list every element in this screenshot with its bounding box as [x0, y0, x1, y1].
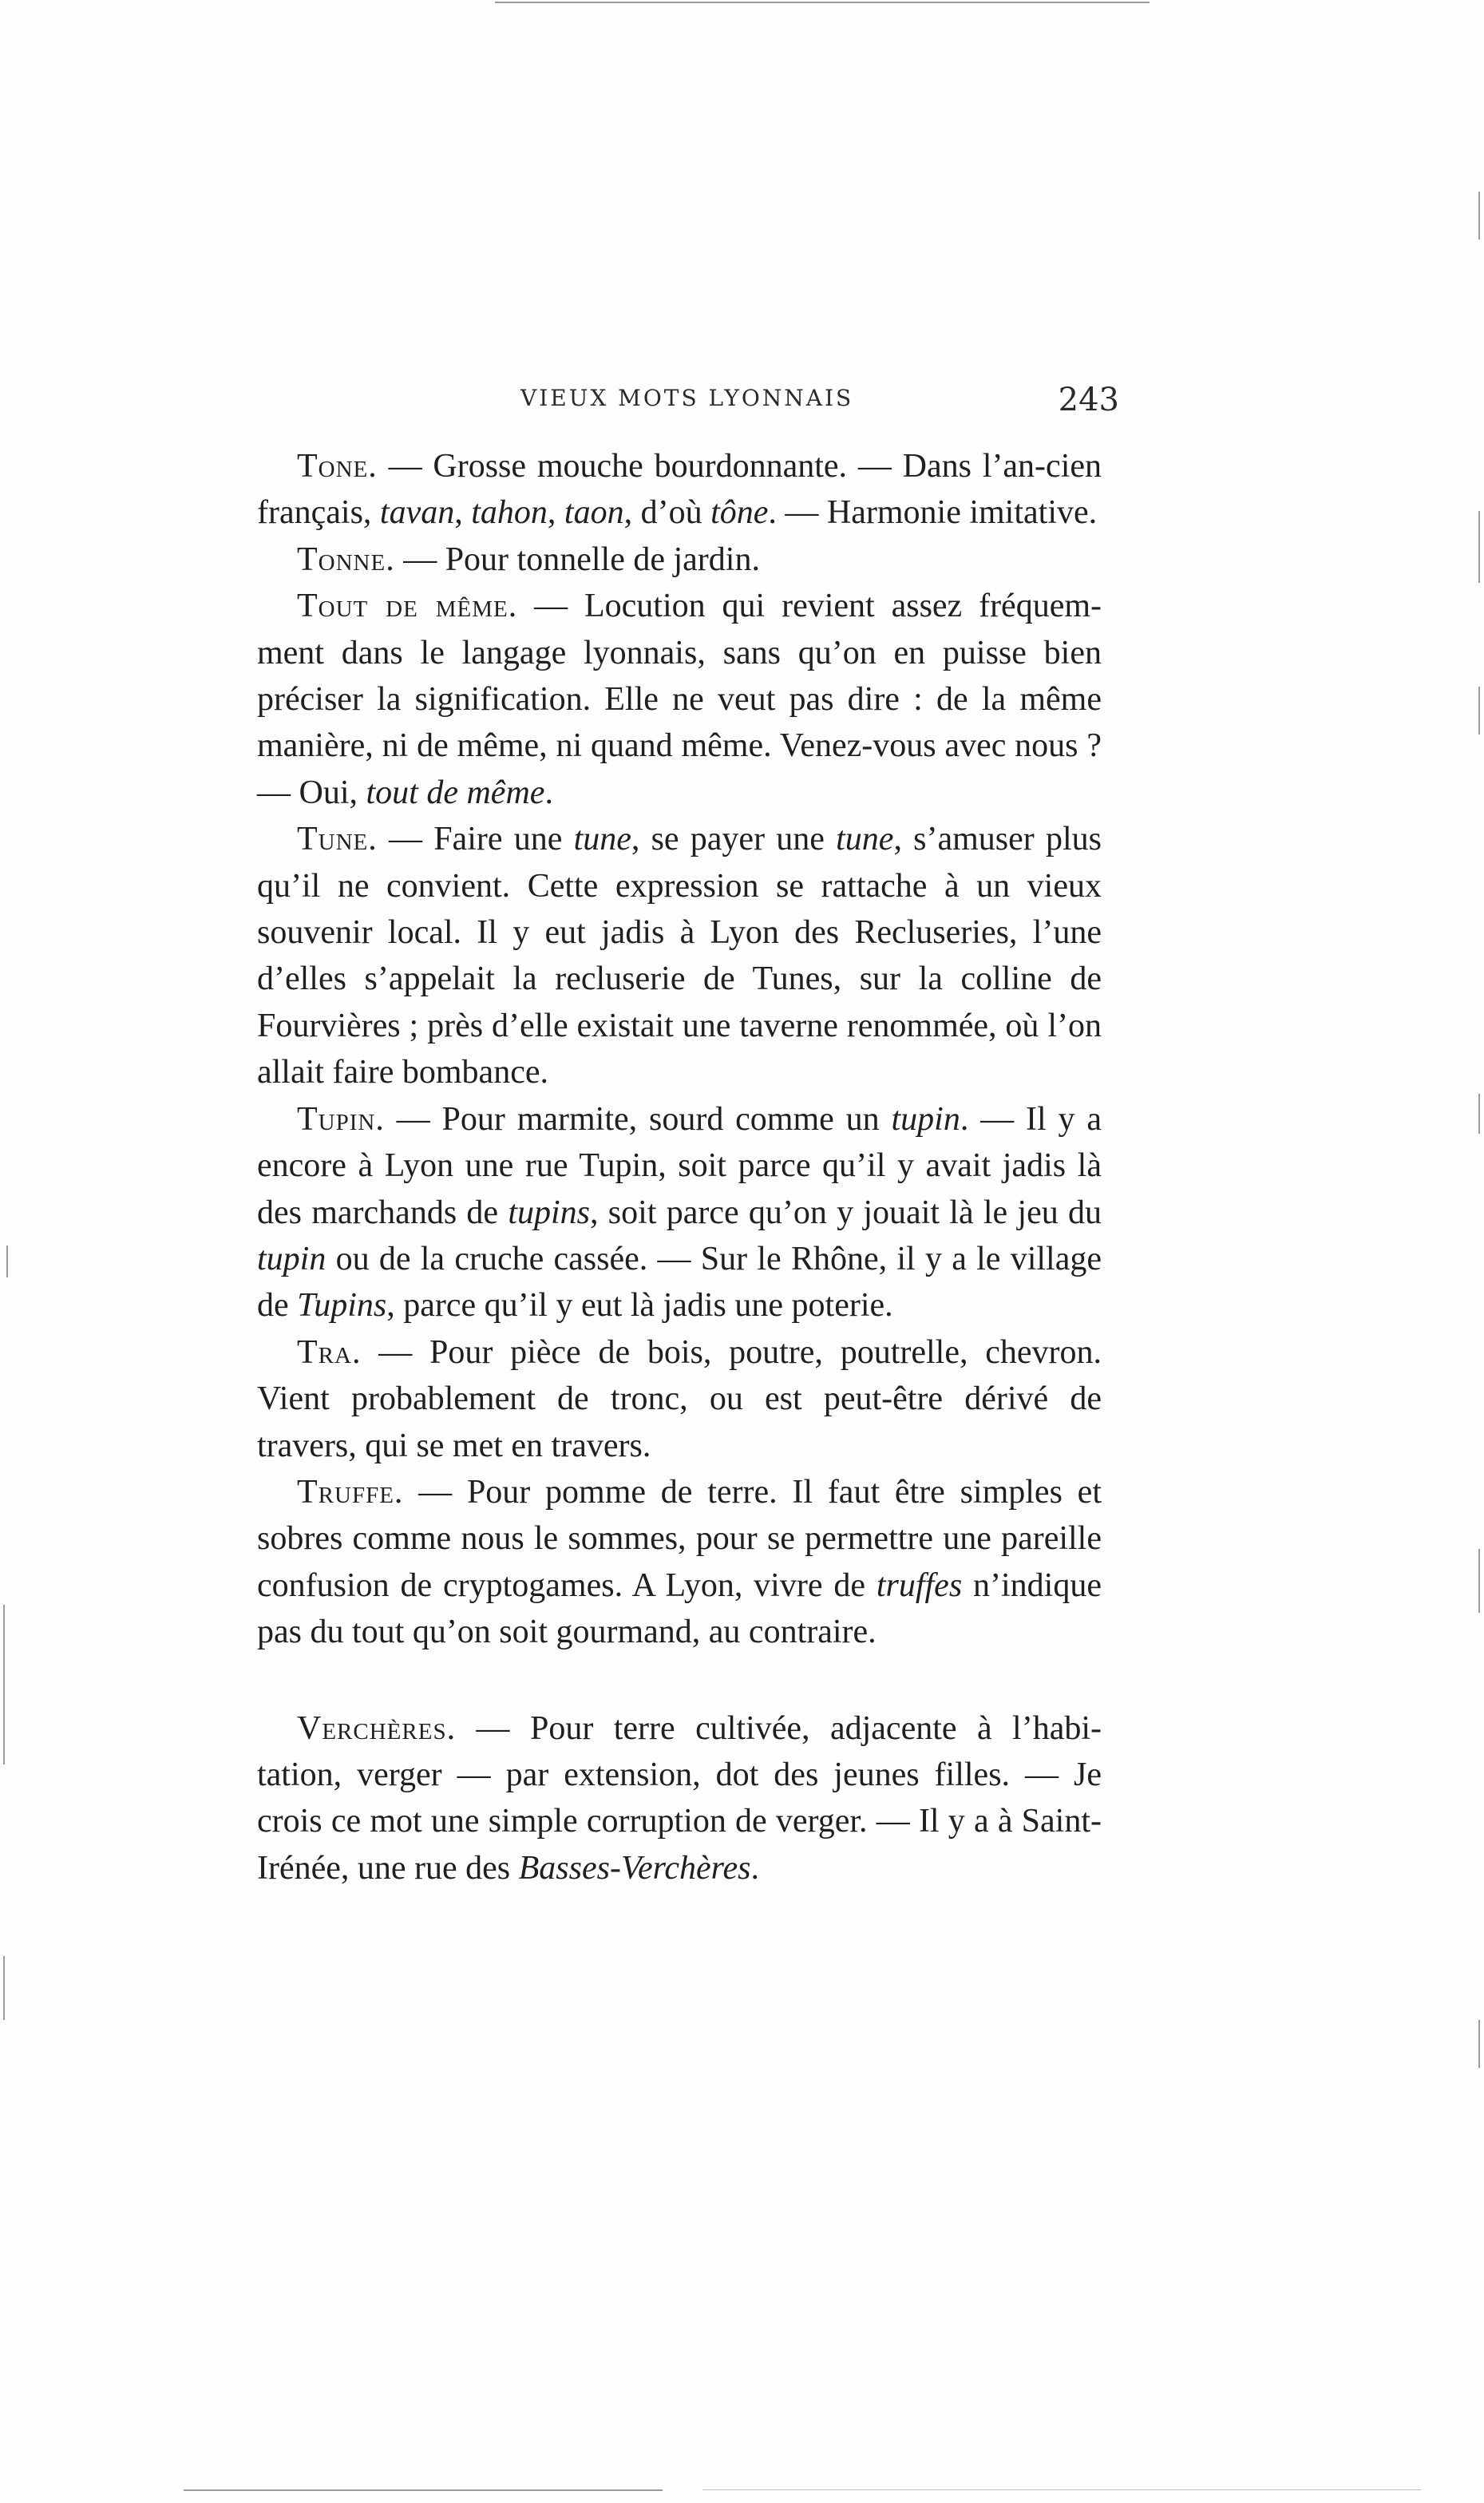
scan-artifact-right-edge-4 — [1478, 1094, 1480, 1134]
scan-artifact-top — [495, 2, 1150, 3]
entry-text: . — Harmonie imitative. — [768, 494, 1098, 532]
headword: Verchères. — [297, 1709, 457, 1747]
italic-term: tout de même — [366, 774, 545, 811]
entry-tune — [257, 816, 1102, 1095]
entry-text: — Grosse mouche bourdonnante. — Dans l’an-cien français, — [257, 448, 1102, 532]
page-number: 243 — [1058, 382, 1119, 418]
italic-term: tupin — [257, 1240, 326, 1277]
entry-text: — Pour pomme de terre. Il faut être simples et sobres comme nous le sommes, pour se permettre une pareille confusion de cryptogames. A Lyon, vivre de — [257, 1473, 1102, 1604]
dictionary-text — [257, 443, 1102, 1891]
scan-artifact-right-edge — [1478, 192, 1480, 240]
entry-text: — Pour pièce de bois, poutre, poutrelle, chevron. Vient probablement de tronc, ou est peut-être dérivé de travers, qui se met en travers. — [257, 1333, 1102, 1464]
scan-artifact-bottom-2 — [702, 2489, 1421, 2490]
italic-term: truffes — [876, 1566, 963, 1604]
scan-artifact-right-edge-5 — [1478, 1549, 1480, 1613]
entry-text: , se payer une — [631, 821, 837, 858]
italic-term: tupin — [891, 1100, 960, 1138]
scan-artifact-bottom — [184, 2489, 663, 2491]
entry-truffe — [257, 1469, 1102, 1656]
italic-term: Tupins — [297, 1287, 387, 1325]
entry-text: . — [750, 1849, 759, 1887]
scan-artifact-left-edge-3 — [6, 1246, 8, 1277]
headword: Truffe. — [297, 1473, 404, 1511]
italic-term: tune — [836, 821, 894, 858]
entry-text: — Pour marmite, sourd comme un — [384, 1100, 892, 1138]
italic-term: tahon — [471, 494, 548, 532]
headword: Tone. — [297, 448, 378, 485]
scan-artifact-right-edge-6 — [1478, 2020, 1480, 2068]
entry-text: ou de la cruche cassée. — Sur le Rhône, il y a le village de — [257, 1240, 1102, 1325]
entry-text: . — [544, 774, 553, 811]
italic-term: tavan — [379, 494, 455, 532]
italic-term: tône — [710, 494, 769, 532]
entry-text: — Faire une — [377, 821, 574, 858]
headword: Tra. — [297, 1333, 362, 1371]
entry-tout-de-meme — [257, 583, 1102, 816]
scan-artifact-right-edge-3 — [1478, 687, 1480, 735]
page-header — [257, 382, 1119, 430]
italic-term: taon — [564, 494, 624, 532]
entry-text: , s’amuser plus qu’il ne convient. Cette expression se rattache à un vieux souvenir local. Il y eut jadis à Lyon des Recluseries, l’une d’elles s’appelait la recluserie de Tunes, sur la colline de Fourvières ; près d’elle existait une taverne renommée, où l’on allait faire bombance. — [257, 821, 1102, 1091]
scan-artifact-left-edge — [3, 1605, 5, 1764]
entry-tonne — [257, 537, 1102, 583]
italic-term: Basses-Verchères — [518, 1849, 751, 1887]
headword: Tupin. — [297, 1100, 385, 1138]
entry-text: — Pour terre cultivée, adjacente à l’habi-tation, verger — par extension, dot des jeunes filles. — Je crois ce mot une simple corruption de verger. — Il y a à Saint-Irénée, une rue des — [257, 1709, 1102, 1887]
entry-text: — Pour tonnelle de jardin. — [394, 541, 760, 578]
scan-artifact-left-edge-2 — [3, 1956, 5, 2020]
entry-text: . — Il y a encore à Lyon une rue Tupin, soit parce qu’il y avait jadis là des marchands de — [257, 1100, 1102, 1231]
entry-tra — [257, 1329, 1102, 1469]
italic-term: tupins — [508, 1194, 591, 1231]
entry-text: , soit parce qu’on y jouait là le jeu du — [590, 1194, 1102, 1231]
entry-vercheres — [257, 1705, 1102, 1892]
italic-term: tune — [573, 821, 631, 858]
entry-text: , — [547, 494, 564, 532]
headword: Tune. — [297, 821, 378, 858]
scan-artifact-right-edge-2 — [1478, 511, 1480, 583]
entry-tupin — [257, 1096, 1102, 1329]
headword: Tout de même. — [297, 588, 518, 625]
entry-text: , d’où — [623, 494, 711, 532]
entry-text: n’indique pas du tout qu’on soit gourmand, au contraire. — [257, 1566, 1102, 1651]
entry-text: , — [454, 494, 472, 532]
entry-text: , parce qu’il y eut là jadis une poterie. — [386, 1287, 893, 1325]
entry-tone — [257, 443, 1102, 537]
running-head: VIEUX MOTS LYONNAIS — [520, 385, 854, 411]
entry-text: — Locution qui revient assez fréquem-ment dans le langage lyonnais, sans qu’on en puisse bien préciser la signification. Elle ne veut pas dire : de la même manière, ni de même, ni quand même. Venez-vous avec nous ? — Oui, — [257, 588, 1102, 811]
headword: Tonne. — [297, 541, 395, 578]
